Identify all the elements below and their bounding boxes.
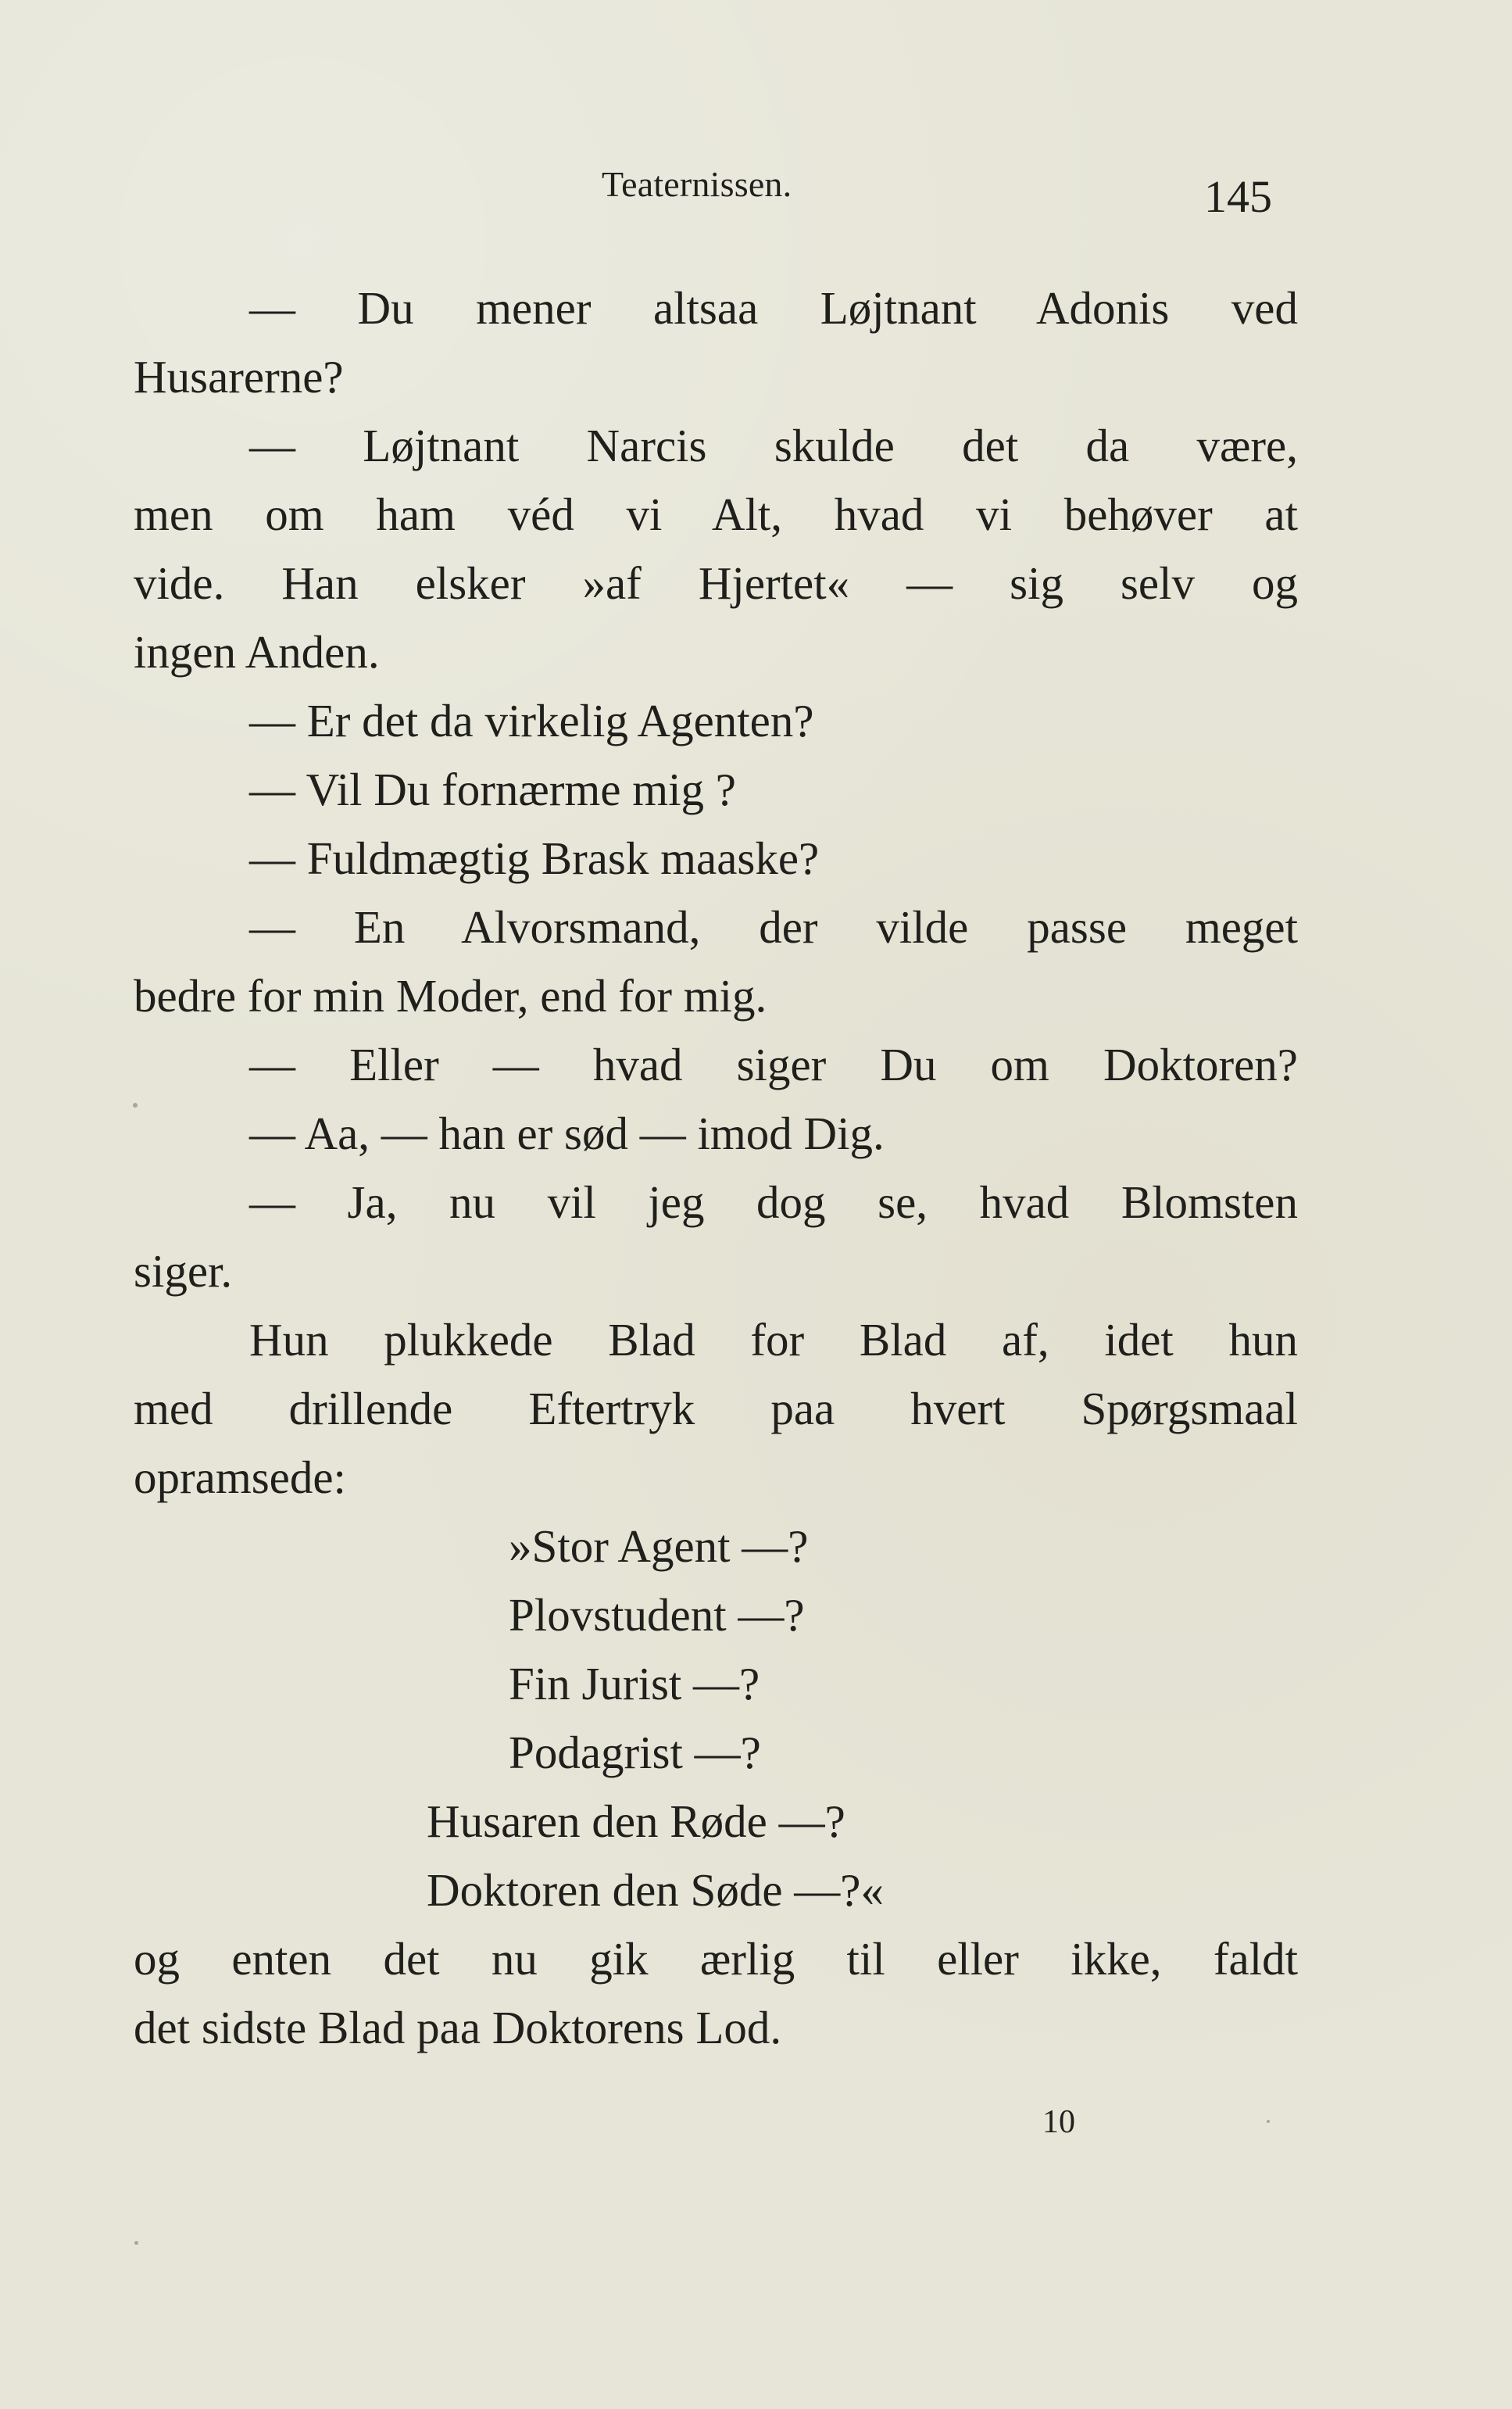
text-line: siger. — [134, 1245, 233, 1297]
verse-line: Plovstudent —? — [509, 1589, 805, 1641]
text-line: — Du mener altsaa Løjtnant Adonis ved — [249, 282, 1298, 334]
verse-line: »Stor Agent —? — [509, 1520, 809, 1572]
page-number: 145 — [1204, 171, 1272, 222]
text-line: Husarerne? — [134, 351, 344, 403]
text-line: — Er det da virkelig Agenten? — [249, 695, 814, 746]
signature-mark: 10 — [1042, 2104, 1075, 2140]
paper-speck — [133, 1103, 138, 1108]
paper-speck — [134, 2241, 138, 2245]
text-line: ingen Anden. — [134, 626, 380, 678]
verse-line: Doktoren den Søde —?« — [427, 1864, 884, 1916]
verse-line: Podagrist —? — [509, 1727, 761, 1778]
text-line: vide. Han elsker »af Hjertet« — sig selv og — [134, 557, 1298, 609]
text-line: — En Alvorsmand, der vilde passe meget — [249, 901, 1298, 953]
text-line: — Eller — hvad siger Du om Doktoren? — [249, 1039, 1298, 1090]
verse-line: Husaren den Røde —? — [427, 1795, 845, 1847]
text-line: — Ja, nu vil jeg dog se, hvad Blomsten — [249, 1176, 1298, 1228]
running-header-title: Teaternissen. — [602, 164, 792, 204]
text-line: — Vil Du fornærme mig ? — [249, 764, 736, 815]
text-line: det sidste Blad paa Doktorens Lod. — [134, 2002, 782, 2053]
page-text — [134, 274, 1298, 2062]
text-line: bedre for min Moder, end for mig. — [134, 970, 767, 1022]
text-line: men om ham véd vi Alt, hvad vi behøver at — [134, 489, 1298, 540]
text-line: Hun plukkede Blad for Blad af, idet hun — [249, 1314, 1298, 1366]
text-line: opramsede: — [134, 1451, 346, 1503]
text-line: — Aa, — han er sød — imod Dig. — [249, 1108, 885, 1159]
text-line: med drillende Eftertryk paa hvert Spørgsmaal — [134, 1383, 1298, 1434]
text-line: — Fuldmægtig Brask maaske? — [249, 832, 820, 884]
paper-speck — [1267, 2120, 1270, 2123]
verse-line: Fin Jurist —? — [509, 1658, 760, 1709]
text-line: — Løjtnant Narcis skulde det da være, — [249, 420, 1298, 471]
text-line: og enten det nu gik ærlig til eller ikke, faldt — [134, 1933, 1298, 1985]
